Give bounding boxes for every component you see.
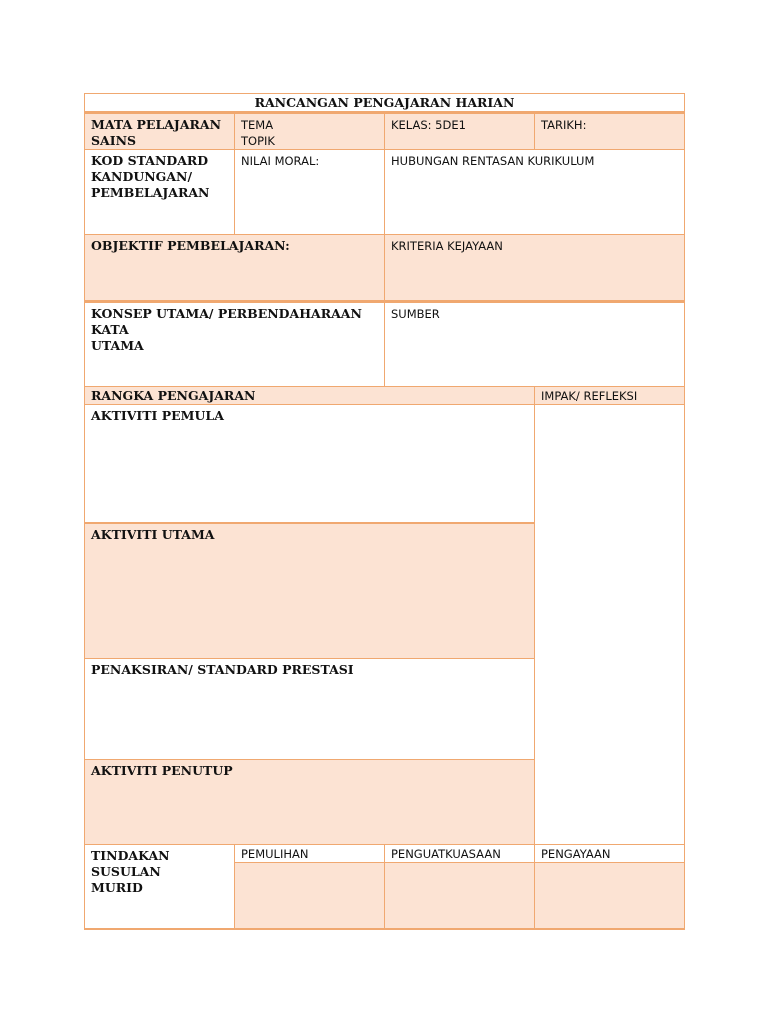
aktiviti-utama-label: AKTIVITI UTAMA	[91, 527, 215, 542]
tindakan-line2: MURID	[91, 880, 143, 895]
hubungan-label: HUBUNGAN RENTASAN KURIKULUM	[391, 154, 595, 168]
bottom-border	[84, 928, 685, 930]
hubungan-cell[interactable]	[384, 149, 685, 235]
aktiviti-utama-cell[interactable]	[84, 522, 535, 659]
sains-label: SAINS	[91, 133, 137, 148]
impak-refleksi-cell[interactable]	[534, 404, 685, 845]
penguatkuasaan-body-cell[interactable]	[384, 862, 535, 930]
kod-standard-line3: PEMBELAJARAN	[91, 185, 210, 200]
aktiviti-pemula-label: AKTIVITI PEMULA	[91, 408, 224, 423]
rangka-header-cell	[84, 386, 535, 405]
kriteria-label: KRITERIA KEJAYAAN	[391, 239, 503, 253]
pemulihan-body-cell[interactable]	[234, 862, 385, 930]
konsep-line1: KONSEP UTAMA/ PERBENDAHARAAN KATA	[91, 306, 362, 337]
objektif-cell[interactable]	[84, 234, 385, 302]
pemulihan-label: PEMULIHAN	[241, 847, 309, 861]
impak-header-cell	[534, 386, 685, 405]
tarikh-label: TARIKH:	[541, 118, 587, 132]
tarikh-cell[interactable]	[534, 113, 685, 150]
form-title-text: RANCANGAN PENGAJARAN HARIAN	[254, 95, 515, 110]
kriteria-cell[interactable]	[384, 234, 685, 302]
kod-standard-line1: KOD STANDARD	[91, 153, 209, 168]
pemulihan-header-cell	[234, 844, 385, 863]
konsep-cell[interactable]	[84, 302, 385, 387]
kelas-cell[interactable]	[384, 113, 535, 150]
form-title	[84, 93, 685, 112]
konsep-line2: UTAMA	[91, 338, 144, 353]
pengayaan-body-cell[interactable]	[534, 862, 685, 930]
tindakan-susulan-cell[interactable]	[84, 844, 235, 930]
nilai-moral-cell[interactable]	[234, 149, 385, 235]
kod-standard-cell[interactable]	[84, 149, 235, 235]
penguatkuasaan-label: PENGUATKUASAAN	[391, 847, 501, 861]
rangka-header-label: RANGKA PENGAJARAN	[91, 388, 256, 403]
kelas-label: KELAS: 5DE1	[391, 118, 466, 132]
mata-pelajaran-label: MATA PELAJARAN	[91, 117, 222, 132]
aktiviti-pemula-cell[interactable]	[84, 404, 535, 524]
penguatkuasaan-header-cell	[384, 844, 535, 863]
mata-pelajaran-cell[interactable]	[84, 113, 235, 150]
impak-header-label: IMPAK/ REFLEKSI	[541, 389, 638, 403]
topik-label: TOPIK	[241, 134, 275, 148]
aktiviti-penutup-label: AKTIVITI PENUTUP	[91, 763, 233, 778]
kod-standard-line2: KANDUNGAN/	[91, 169, 193, 184]
objektif-label: OBJEKTIF PEMBELAJARAN:	[91, 238, 290, 253]
nilai-moral-label: NILAI MORAL:	[241, 154, 320, 168]
pengayaan-label: PENGAYAAN	[541, 847, 611, 861]
tema-label: TEMA	[241, 118, 274, 132]
aktiviti-penutup-cell[interactable]	[84, 759, 535, 845]
tema-topik-cell[interactable]	[234, 113, 385, 150]
tindakan-line1: TINDAKAN SUSULAN	[91, 848, 170, 879]
penaksiran-cell[interactable]	[84, 658, 535, 760]
sumber-label: SUMBER	[391, 307, 440, 321]
sumber-cell[interactable]	[384, 302, 685, 387]
penaksiran-label: PENAKSIRAN/ STANDARD PRESTASI	[91, 662, 354, 677]
pengayaan-header-cell	[534, 844, 685, 863]
